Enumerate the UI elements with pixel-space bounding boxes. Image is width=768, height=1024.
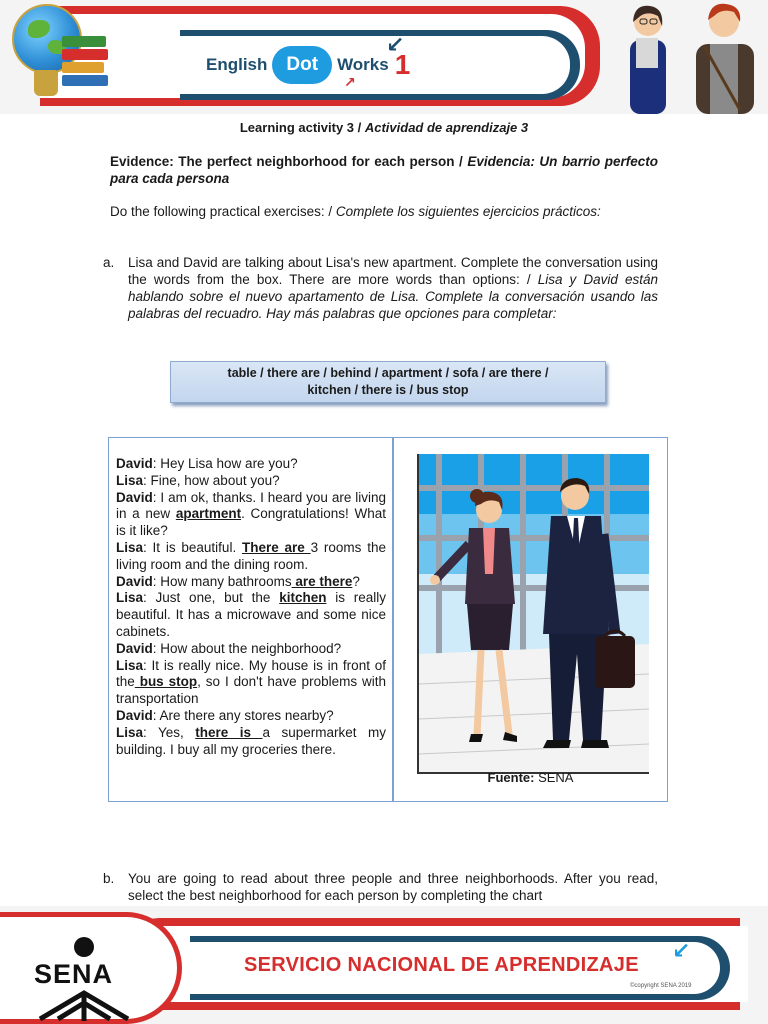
- speaker-name: David: [116, 456, 153, 471]
- dialogue-text-segment: ?: [352, 573, 360, 589]
- instructions-english: Do the following practical exercises: /: [110, 204, 336, 219]
- dialogue-text-segment: is really beautiful. It has a microwave and some nice cabinets.: [116, 590, 386, 639]
- dialogue-text-segment: , so I don't have problems with transportation: [116, 674, 387, 707]
- exercise-a: [103, 254, 658, 322]
- dialogue-line: [116, 725, 386, 759]
- arrow-down-left-icon: ↙: [672, 938, 691, 963]
- dialogue-line: [116, 708, 386, 725]
- dialogue-line: [116, 540, 386, 574]
- exercise-b-label: b.: [103, 871, 115, 886]
- dialogue-text-segment: 3 rooms the living room and the dining room.: [116, 539, 386, 572]
- answer-blank: bus stop: [134, 674, 198, 690]
- logo-word-works: Works: [337, 55, 389, 74]
- dialogue-text: [116, 456, 386, 758]
- dialogue-line: [116, 456, 386, 473]
- dialogue-text-segment: . Congratulations! What is it like?: [116, 506, 386, 539]
- sena-logo-badge: [0, 912, 182, 1024]
- arrow-down-left-icon: ↙: [386, 32, 405, 57]
- dialogue-text-segment: : How many bathrooms: [152, 573, 292, 589]
- answer-blank: apartment: [175, 506, 242, 522]
- caption-label: Fuente:: [487, 770, 535, 785]
- institution-name: SERVICIO NACIONAL DE APRENDIZAJE: [244, 954, 639, 976]
- title-english: Learning activity 3 /: [239, 120, 365, 135]
- business-people-illustration: [417, 454, 649, 774]
- evidence-heading: [110, 153, 658, 187]
- answer-blank: there is: [195, 724, 263, 740]
- sena-logo-text: SENA: [34, 959, 114, 989]
- footer-banner: [0, 906, 768, 1024]
- dialogue-text-segment: a supermarket my building. I buy all my groceries there.: [116, 724, 386, 757]
- logo-number: 1: [394, 49, 411, 80]
- dialogue-text-segment: : Fine, how about you?: [143, 472, 280, 488]
- instructions-paragraph: [110, 203, 658, 220]
- instructions-spanish: Complete los siguientes ejercicios prácticos:: [335, 204, 601, 219]
- speaker-name: David: [116, 707, 153, 723]
- table-divider: [392, 438, 394, 801]
- evidence-english: Evidence: The perfect neighborhood for each person /: [110, 154, 468, 169]
- logo-word-dot: Dot: [272, 46, 332, 84]
- speaker-name: Lisa: [116, 724, 144, 740]
- speaker-name: David: [116, 640, 153, 656]
- evidence-spanish: Evidencia: Un barrio perfecto para cada persona: [110, 154, 658, 186]
- dialogue-line: [116, 490, 386, 540]
- students-illustration: [600, 0, 768, 114]
- dialogue-text-segment: : Yes,: [143, 724, 196, 740]
- copyright-text: ©copyright SENA 2019: [630, 983, 692, 989]
- word-box-line-1: table / there are / behind / apartment / sofa / are there /: [227, 366, 549, 380]
- books-icon: [62, 36, 110, 88]
- page-title: [0, 120, 768, 135]
- english-dot-works-logo: [206, 40, 410, 90]
- dialogue-text-segment: : Hey Lisa how are you?: [152, 456, 298, 471]
- speaker-name: David: [116, 489, 153, 505]
- speaker-name: David: [116, 573, 153, 589]
- exercise-a-spanish: Lisa y David están hablando sobre el nuevo apartamento de Lisa. Complete la conversación usando las palabras del recuadro. Hay más palabras que opciones para completar:: [128, 272, 658, 321]
- speaker-name: Lisa: [116, 539, 144, 555]
- dialogue-text-segment: : I am ok, thanks. I heard you are living in a new: [116, 489, 386, 522]
- dialogue-text-segment: : Are there any stores nearby?: [152, 707, 334, 723]
- word-box: [170, 361, 606, 403]
- caption-source: SENA: [534, 770, 574, 785]
- dialogue-line: [116, 658, 386, 708]
- speaker-name: Lisa: [116, 472, 144, 488]
- sena-logo-head: [74, 937, 94, 957]
- sena-logo-symbol: [36, 989, 132, 1023]
- speaker-name: Lisa: [116, 657, 144, 673]
- dialogue-line: [116, 590, 386, 640]
- dialogue-line: [116, 641, 386, 658]
- answer-blank: are there: [291, 573, 353, 589]
- dialogue-line: [116, 473, 386, 490]
- title-spanish: Actividad de aprendizaje 3: [364, 120, 529, 135]
- dialogue-line: [116, 574, 386, 591]
- dialogue-text-segment: : Just one, but the: [143, 590, 280, 606]
- word-box-line-2: kitchen / there is / bus stop: [307, 383, 469, 397]
- exercise-b: [103, 870, 658, 904]
- dialogue-text-segment: : It is really nice. My house is in front of the: [116, 657, 386, 690]
- exercise-a-label: a.: [103, 255, 115, 270]
- exercise-b-text: You are going to read about three people and three neighborhoods. After you read, select the best neighborhood for each person by completing the chart: [128, 871, 658, 903]
- figure-caption: [392, 770, 669, 785]
- exercise-a-english: Lisa and David are talking about Lisa's new apartment. Complete the conversation using the words from the box. There are more words than options: /: [128, 255, 658, 287]
- answer-blank: There are: [241, 539, 311, 555]
- dialogue-text-segment: : It is beautiful.: [143, 539, 242, 555]
- dialogue-table: [108, 437, 668, 802]
- header-banner: [0, 0, 768, 114]
- answer-blank: kitchen: [279, 590, 327, 606]
- speaker-name: Lisa: [116, 590, 144, 606]
- arrow-up-right-icon: ↗: [344, 74, 356, 90]
- globe-stand: [34, 70, 58, 96]
- dialogue-text-segment: : How about the neighborhood?: [152, 640, 342, 656]
- logo-word-english: English: [206, 55, 268, 74]
